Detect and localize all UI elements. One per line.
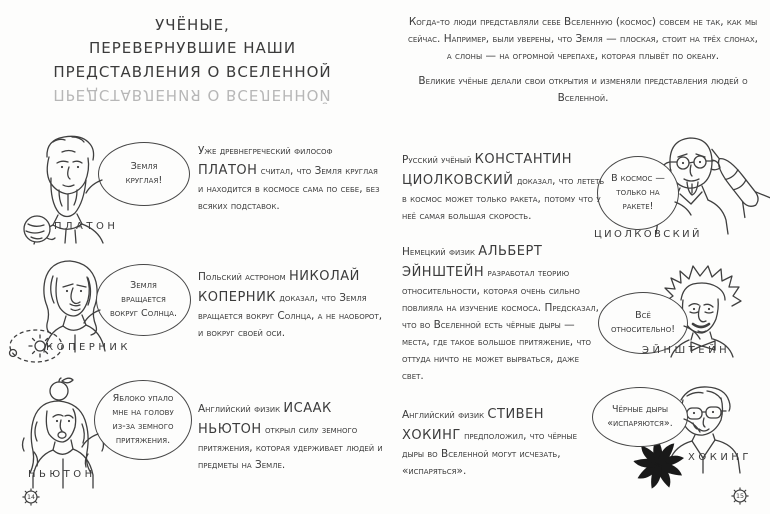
plato-lead: Уже древнегреческий философ xyxy=(198,145,333,157)
newton-speech-bubble xyxy=(94,380,192,460)
bubble-tail xyxy=(80,431,100,449)
hawking-rest: предположил, что чёрные дыры во Вселенной могут исчезать, «испаряться». xyxy=(402,430,578,478)
einstein-bubble-text: Всё относительно! xyxy=(610,310,676,335)
newton-description xyxy=(198,398,384,474)
bubble-tail xyxy=(673,199,693,217)
tsiolkovsky-speech-bubble xyxy=(597,156,679,230)
hawking-bubble-text: Чёрные дыры «испаряются». xyxy=(607,404,673,429)
hawking-lead: Английский физик xyxy=(402,409,485,421)
hawking-name: СТИВЕН ХОКИНГ xyxy=(402,407,545,444)
page-number-right: 15 xyxy=(735,493,745,501)
copernicus-speech-bubble xyxy=(96,264,191,336)
title-line-2: ПЕРЕВЕРНУВШИЕ НАШИ xyxy=(88,39,297,58)
einstein-name: АЛЬБЕРТ ЭЙНШТЕЙН xyxy=(402,244,543,281)
plato-rest: считал, что Земля круглая и находится в космосе сама по себе, без всяких подставок. xyxy=(198,165,380,213)
einstein-caption: ЭЙНШТЕЙН xyxy=(642,345,731,356)
intro-paragraph-2: Великие учёные делали свои открытия и изменяли представления людей о Вселенной. xyxy=(418,75,748,105)
plato-caption: ПЛАТОН xyxy=(54,221,119,232)
copernicus-bubble-text: Земля вращается вокруг Солнца. xyxy=(110,280,177,319)
newton-caption: НЬЮТОН xyxy=(28,469,96,480)
hawking-caption: ХОКИНГ xyxy=(688,452,752,463)
plato-description xyxy=(198,143,380,215)
tsiolkovsky-rest: доказал, что лететь в космос может только ракета, потому что у неё самая большая скорость. xyxy=(402,175,605,223)
tsiolkovsky-bubble-text: В космос — только на ракете! xyxy=(611,173,665,212)
title-line-3: ПРЕДСТАВЛЕНИЯ О ВСЕЛЕННОЙ xyxy=(53,62,332,81)
copernicus-rest: доказал, что Земля вращается вокруг Солнца, а не наоборот, и вокруг своей оси. xyxy=(198,292,383,340)
tsiolkovsky-caption: ЦИОЛКОВСКИЙ xyxy=(594,229,702,240)
copernicus-description xyxy=(198,266,384,342)
plato-bubble-text: Земля круглая! xyxy=(125,160,163,186)
page-number-left: 14 xyxy=(26,494,36,502)
copernicus-name: НИКОЛАЙ КОПЕРНИК xyxy=(198,269,360,306)
copernicus-caption: КОПЕРНИК xyxy=(46,342,131,353)
newton-bubble-text: Яблоко упало мне на голову из-за земного притяжения. xyxy=(112,393,174,446)
title-mirror-reflection: ПРЕДСТАВЛЕНИЯ О ВСЕЛЕННОЙ xyxy=(53,86,332,104)
plato-speech-bubble xyxy=(98,142,190,206)
newton-rest: открыл силу земного притяжения, которая удерживает людей и предметы на Земле. xyxy=(198,424,383,472)
intro-text xyxy=(406,14,760,107)
intro-paragraph-1: Когда-то люди представляли себе Вселенную (космос) совсем не так, как мы сейчас. Например, были уверены, что Земля — плоская, стоит на трёх слонах, а слоны — на огромной черепахе, которая плывёт по океану. xyxy=(408,16,758,62)
hawking-description xyxy=(402,404,602,480)
tsiolkovsky-name: КОНСТАНТИН ЦИОЛКОВСКИЙ xyxy=(402,152,573,189)
apple-icon xyxy=(50,382,68,400)
globe-icon xyxy=(24,216,50,242)
bubble-tail xyxy=(682,416,702,434)
bubble-tail xyxy=(682,323,702,341)
page-number-badge-right xyxy=(731,487,749,505)
newton-lead: Английский физик xyxy=(198,403,281,415)
bubble-tail xyxy=(82,307,102,325)
einstein-rest: разработал теорию относительности, которая очень сильно повлияла на изучение космоса. Предсказал, что во Вселенной есть чёрные дыры — места, где такое большое притяжение, что оттуда ничто не может вырваться, даже свет. xyxy=(402,267,599,383)
einstein-description xyxy=(402,241,604,385)
bubble-tail xyxy=(84,177,104,195)
title-line-1: УЧЁНЫЕ, xyxy=(155,16,230,34)
page-number-badge-left xyxy=(22,488,40,506)
tsiolkovsky-description xyxy=(402,149,607,225)
einstein-lead: Немецкий физик xyxy=(402,246,475,258)
newton-name: ИСААК НЬЮТОН xyxy=(198,401,332,438)
page-title xyxy=(5,14,380,84)
plato-name: ПЛАТОН xyxy=(198,163,258,178)
tsiolkovsky-lead: Русский учёный xyxy=(402,154,472,166)
copernicus-lead: Польский астроном xyxy=(198,271,286,283)
hawking-speech-bubble xyxy=(592,387,688,447)
